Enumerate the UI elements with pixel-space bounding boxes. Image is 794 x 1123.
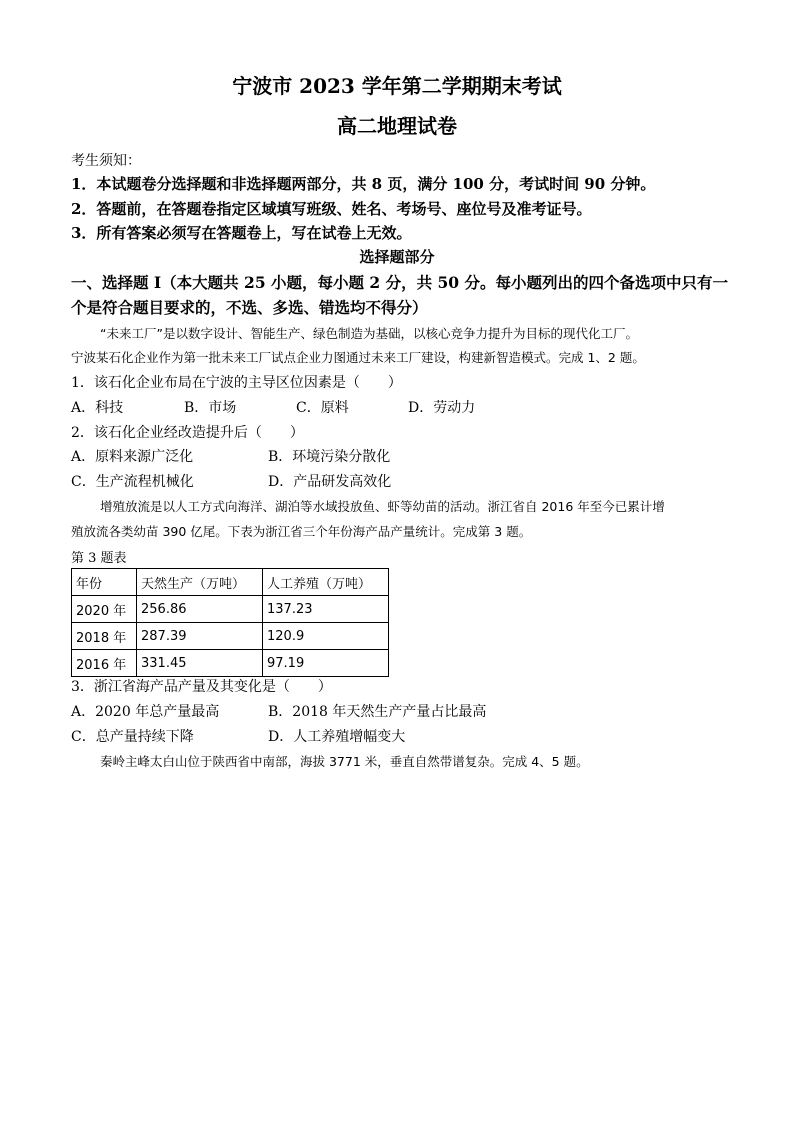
table-cell: 120.9 bbox=[263, 623, 389, 650]
exam-subtitle: 高二地理试卷 bbox=[337, 114, 457, 138]
option-a: A．2020 年总产量最高 bbox=[71, 704, 220, 720]
table-row bbox=[72, 623, 389, 650]
option-b: B．2018 年天然生产产量占比最高 bbox=[268, 704, 487, 720]
notice-item: 1．本试题卷分选择题和非选择题两部分，共 8 页，满分 100 分，考试时间 90 分钟。 bbox=[71, 175, 656, 193]
option-c: C．原料 bbox=[296, 400, 349, 416]
table-header: 年份 bbox=[72, 569, 137, 596]
option-b: B．市场 bbox=[184, 400, 237, 416]
passage-text: 增殖放流是以人工方式向海洋、湖泊等水域投放鱼、虾等幼苗的活动。浙江省自 2016 年至今已累计增 bbox=[100, 499, 665, 514]
question-stem: 1．该石化企业布局在宁波的主导区位因素是（ ） bbox=[71, 375, 402, 391]
notice-item: 2．答题前，在答题卷指定区域填写班级、姓名、考场号、座位号及准考证号。 bbox=[71, 200, 592, 218]
passage-text: “未来工厂”是以数字设计、智能生产、绿色制造为基础，以核心竞争力提升为目标的现代化工厂。 bbox=[100, 326, 638, 341]
passage-text: 宁波某石化企业作为第一批未来工厂试点企业力图通过未来工厂建设，构建新智造模式。完成 1、2 题。 bbox=[71, 350, 645, 365]
section-instruction: 一、选择题 I（本大题共 25 小题，每小题 2 分，共 50 分。每小题列出的四个备选项中只有一 bbox=[71, 273, 728, 292]
table-cell: 2020 年 bbox=[72, 596, 137, 623]
exam-title: 宁波市 2023 学年第二学期期末考试 bbox=[232, 74, 562, 98]
option-d: D．劳动力 bbox=[408, 400, 476, 416]
table-cell: 97.19 bbox=[263, 650, 389, 677]
table-row bbox=[72, 596, 389, 623]
table-cell: 137.23 bbox=[263, 596, 389, 623]
section-instruction: 个是符合题目要求的，不选、多选、错选均不得分） bbox=[71, 298, 428, 317]
passage-text: 秦岭主峰太白山位于陕西省中南部，海拔 3771 米，垂直自然带谱复杂。完成 4、5 题。 bbox=[100, 754, 589, 769]
notice-heading: 考生须知： bbox=[71, 153, 141, 169]
table-header: 天然生产（万吨） bbox=[137, 569, 263, 596]
notice-item: 3．所有答案必须写在答题卷上，写在试卷上无效。 bbox=[71, 224, 412, 242]
option-a: A．原料来源广泛化 bbox=[71, 449, 194, 465]
section-title: 选择题部分 bbox=[359, 248, 435, 266]
option-c: C．总产量持续下降 bbox=[71, 729, 194, 745]
production-table bbox=[71, 568, 389, 677]
table-header-row bbox=[72, 569, 389, 596]
option-a: A．科技 bbox=[71, 400, 124, 416]
option-d: D．产品研发高效化 bbox=[268, 474, 392, 490]
table-cell: 2016 年 bbox=[72, 650, 137, 677]
table-cell: 287.39 bbox=[137, 623, 263, 650]
table-cell: 2018 年 bbox=[72, 623, 137, 650]
question-stem: 2．该石化企业经改造提升后（ ） bbox=[71, 425, 304, 441]
question-stem: 3．浙江省海产品产量及其变化是（ ） bbox=[71, 679, 332, 695]
option-c: C．生产流程机械化 bbox=[71, 474, 194, 490]
option-b: B．环境污染分散化 bbox=[268, 449, 391, 465]
table-header: 人工养殖（万吨） bbox=[263, 569, 389, 596]
table-cell: 331.45 bbox=[137, 650, 263, 677]
option-d: D．人工养殖增幅变大 bbox=[268, 729, 406, 745]
table-caption: 第 3 题表 bbox=[71, 551, 127, 566]
table-row bbox=[72, 650, 389, 677]
passage-text: 殖放流各类幼苗 390 亿尾。下表为浙江省三个年份海产品产量统计。完成第 3 题。 bbox=[71, 524, 532, 539]
table-cell: 256.86 bbox=[137, 596, 263, 623]
